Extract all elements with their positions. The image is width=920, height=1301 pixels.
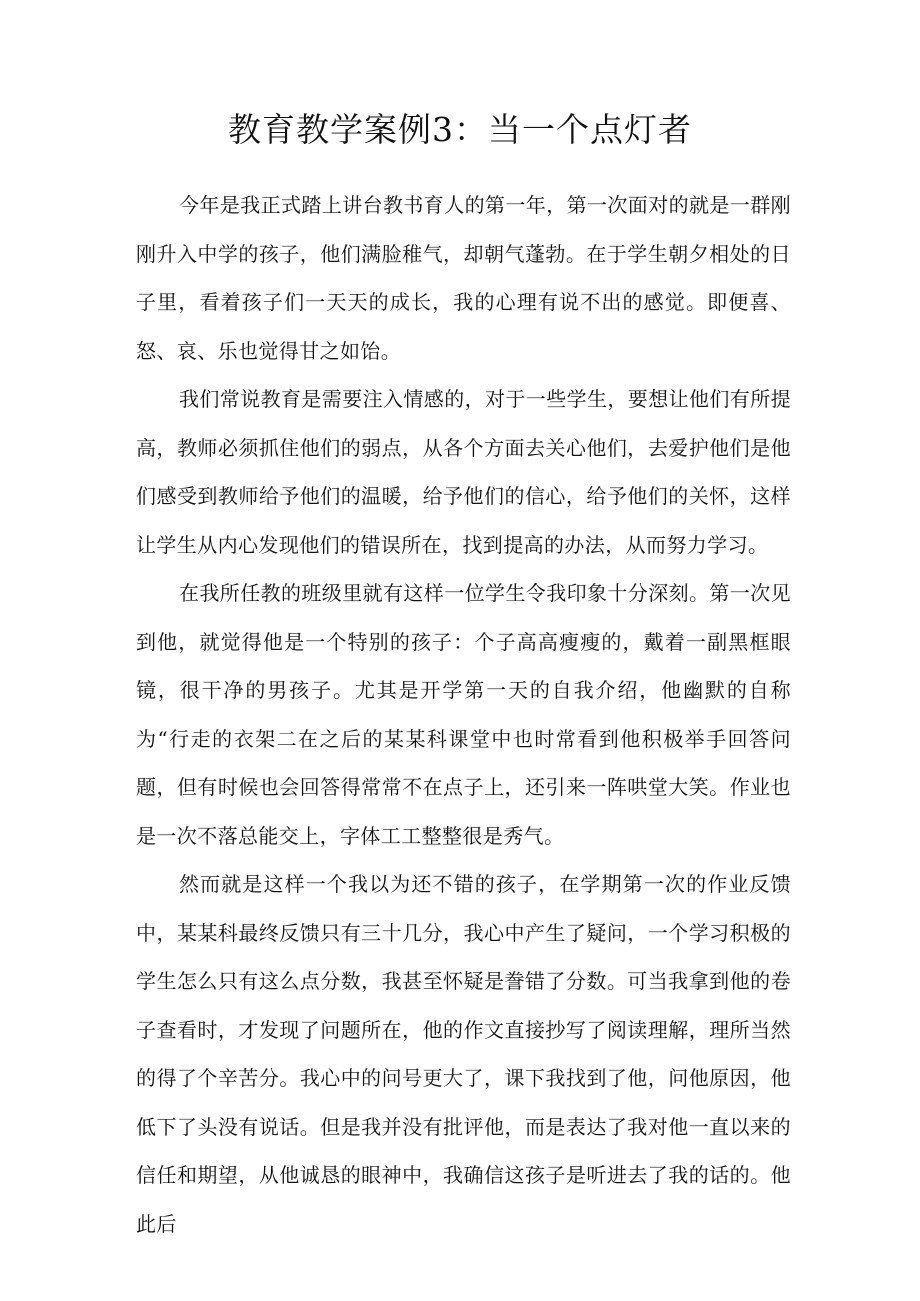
document-title: 教育教学案例3：当一个点灯者 — [228, 110, 692, 149]
paragraph: 然而就是这样一个我以为还不错的孩子，在学期第一次的作业反馈中，某某科最终反馈只有三十几分，我心中产生了疑问，一个学习积极的学生怎么只有这么点分数，我甚至怀疑是誊错了分数。可当我拿到他的卷子查看时，才发现了问题所在，他的作文直接抄写了阅读理解，理所当然的得了个辛苦分。我心中的问号更大了，课下我找到了他，问他原因，他低下了头没有说话。但是我并没有批评他，而是表达了我对他一直以来的信任和期望，从他诚恳的眼神中，我确信这孩子是听进去了我的话的。他此后 — [136, 872, 791, 1236]
paragraph: 我们常说教育是需要注入情感的，对于一些学生，要想让他们有所提高，教师必须抓住他们的弱点，从各个方面去关心他们，去爱护他们是他们感受到教师给予他们的温暖，给予他们的信心，给予他们的关怀，这样让学生从内心发现他们的错误所在，找到提高的办法，从而努力学习。 — [136, 387, 791, 557]
paragraph: 在我所任教的班级里就有这样一位学生令我印象十分深刻。第一次见到他，就觉得他是一个特别的孩子：个子高高瘦瘦的，戴着一副黑框眼镜，很干净的男孩子。尤其是开学第一天的自我介绍，他幽默的自称为“行走的衣架二在之后的某某科课堂中也时常看到他积极举手回答问题，但有时候也会回答得常常不在点子上，还引来一阵哄堂大笑。作业也是一次不落总能交上，字体工工整整很是秀气。 — [136, 581, 791, 848]
document-body — [136, 181, 791, 1248]
paragraph: 今年是我正式踏上讲台教书育人的第一年，第一次面对的就是一群刚刚升入中学的孩子，他们满脸稚气，却朝气蓬勃。在于学生朝夕相处的日子里，看着孩子们一天天的成长，我的心理有说不出的感觉。即便喜、怒、哀、乐也觉得甘之如饴。 — [136, 193, 791, 363]
